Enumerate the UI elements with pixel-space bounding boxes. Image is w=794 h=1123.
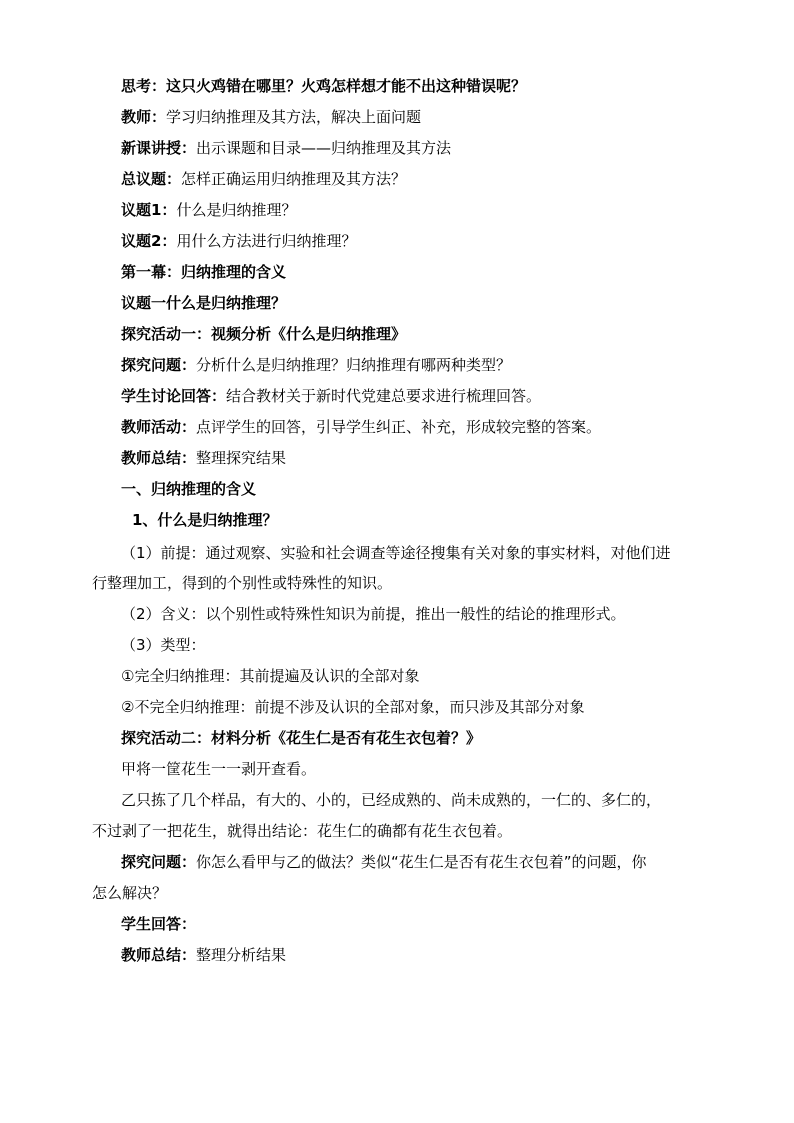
paragraph-teacher-activity: [121, 417, 601, 437]
text: 学习归纳推理及其方法，解决上面问题: [166, 108, 422, 126]
text: 这只火鸡错在哪里？火鸡怎样想才能不出这种错误呢？: [166, 77, 527, 95]
heading-activity-one: 探究活动一：视频分析《什么是归纳推理》: [121, 325, 407, 343]
label: 教师总结：: [121, 449, 197, 467]
label: 教师：: [121, 108, 167, 126]
text: 用什么方法进行归纳推理？: [176, 232, 357, 250]
label: 学生讨论回答：: [121, 387, 227, 405]
paragraph-student-discussion: [121, 386, 541, 406]
paragraph-teacher-summary-2: [121, 945, 286, 965]
text: 点评学生的回答，引导学生纠正、补充，形成较完整的答案。: [196, 418, 602, 436]
paragraph-premise-cont: 行整理加工，得到的个别性或特殊性的知识。: [92, 574, 393, 592]
text: 分析什么是归纳推理？归纳推理有哪两种类型？: [196, 356, 512, 374]
paragraph-topic-1: [121, 200, 296, 220]
paragraph-main-topic: [121, 169, 406, 189]
paragraph-teacher-summary: [121, 448, 286, 468]
label: 探究问题：: [121, 853, 197, 871]
heading-topic-one: 议题一什么是归纳推理？: [121, 294, 287, 312]
label: 探究问题：: [121, 356, 197, 374]
label: 教师活动：: [121, 418, 197, 436]
paragraph-new-lesson: [121, 138, 451, 158]
label: 总议题：: [121, 170, 182, 188]
text: 整理分析结果: [196, 946, 287, 964]
paragraph-person-b-cont: 不过剥了一把花生，就得出结论：花生仁的确都有花生衣包着。: [92, 822, 513, 840]
paragraph-student-answer: 学生回答：: [121, 915, 197, 933]
paragraph-inquiry-question-2: [121, 852, 647, 872]
paragraph-types: （3）类型：: [121, 636, 206, 654]
label: 新课讲授：: [121, 139, 197, 157]
label: 议题2：: [121, 232, 177, 250]
paragraph-complete-induction: ①完全归纳推理：其前提遍及认识的全部对象: [121, 667, 420, 685]
paragraph-inquiry-question-2-cont: 怎么解决？: [92, 884, 168, 902]
text: 怎样正确运用归纳推理及其方法？: [181, 170, 407, 188]
paragraph-meaning: （2）含义：以个别性或特殊性知识为前提，推出一般性的结论的推理形式。: [121, 605, 626, 623]
text: 你怎么看甲与乙的做法？类似“花生仁是否有花生衣包着”的问题，你: [196, 853, 647, 871]
label: 思考：: [121, 77, 167, 95]
text: 什么是归纳推理？: [176, 201, 297, 219]
paragraph-topic-2: [121, 231, 356, 251]
paragraph-thinking: [121, 76, 526, 96]
text: 出示课题和目录——归纳推理及其方法: [196, 139, 452, 157]
text: 结合教材关于新时代党建总要求进行梳理回答。: [226, 387, 542, 405]
paragraph-person-a: 甲将一筐花生一一剥开查看。: [121, 760, 317, 778]
label: 议题1：: [121, 201, 177, 219]
paragraph-inquiry-question: [121, 355, 511, 375]
heading-activity-two: 探究活动二：材料分析《花生仁是否有花生衣包着？》: [121, 729, 482, 747]
text: 整理探究结果: [196, 449, 287, 467]
paragraph-teacher: [121, 107, 421, 127]
heading-section-one: 一、归纳推理的含义: [121, 480, 257, 498]
paragraph-premise: （1）前提：通过观察、实验和社会调查等途径搜集有关对象的事实材料，对他们进: [121, 544, 671, 562]
paragraph-person-b: 乙只拣了几个样品，有大的、小的，已经成熟的、尚未成熟的，一仁的、多仁的，: [121, 791, 662, 809]
heading-subsection-1: 1、什么是归纳推理？: [132, 511, 278, 529]
heading-act-one: 第一幕：归纳推理的含义: [121, 263, 287, 281]
paragraph-incomplete-induction: ②不完全归纳推理：前提不涉及认识的全部对象，而只涉及其部分对象: [121, 698, 585, 716]
label: 教师总结：: [121, 946, 197, 964]
